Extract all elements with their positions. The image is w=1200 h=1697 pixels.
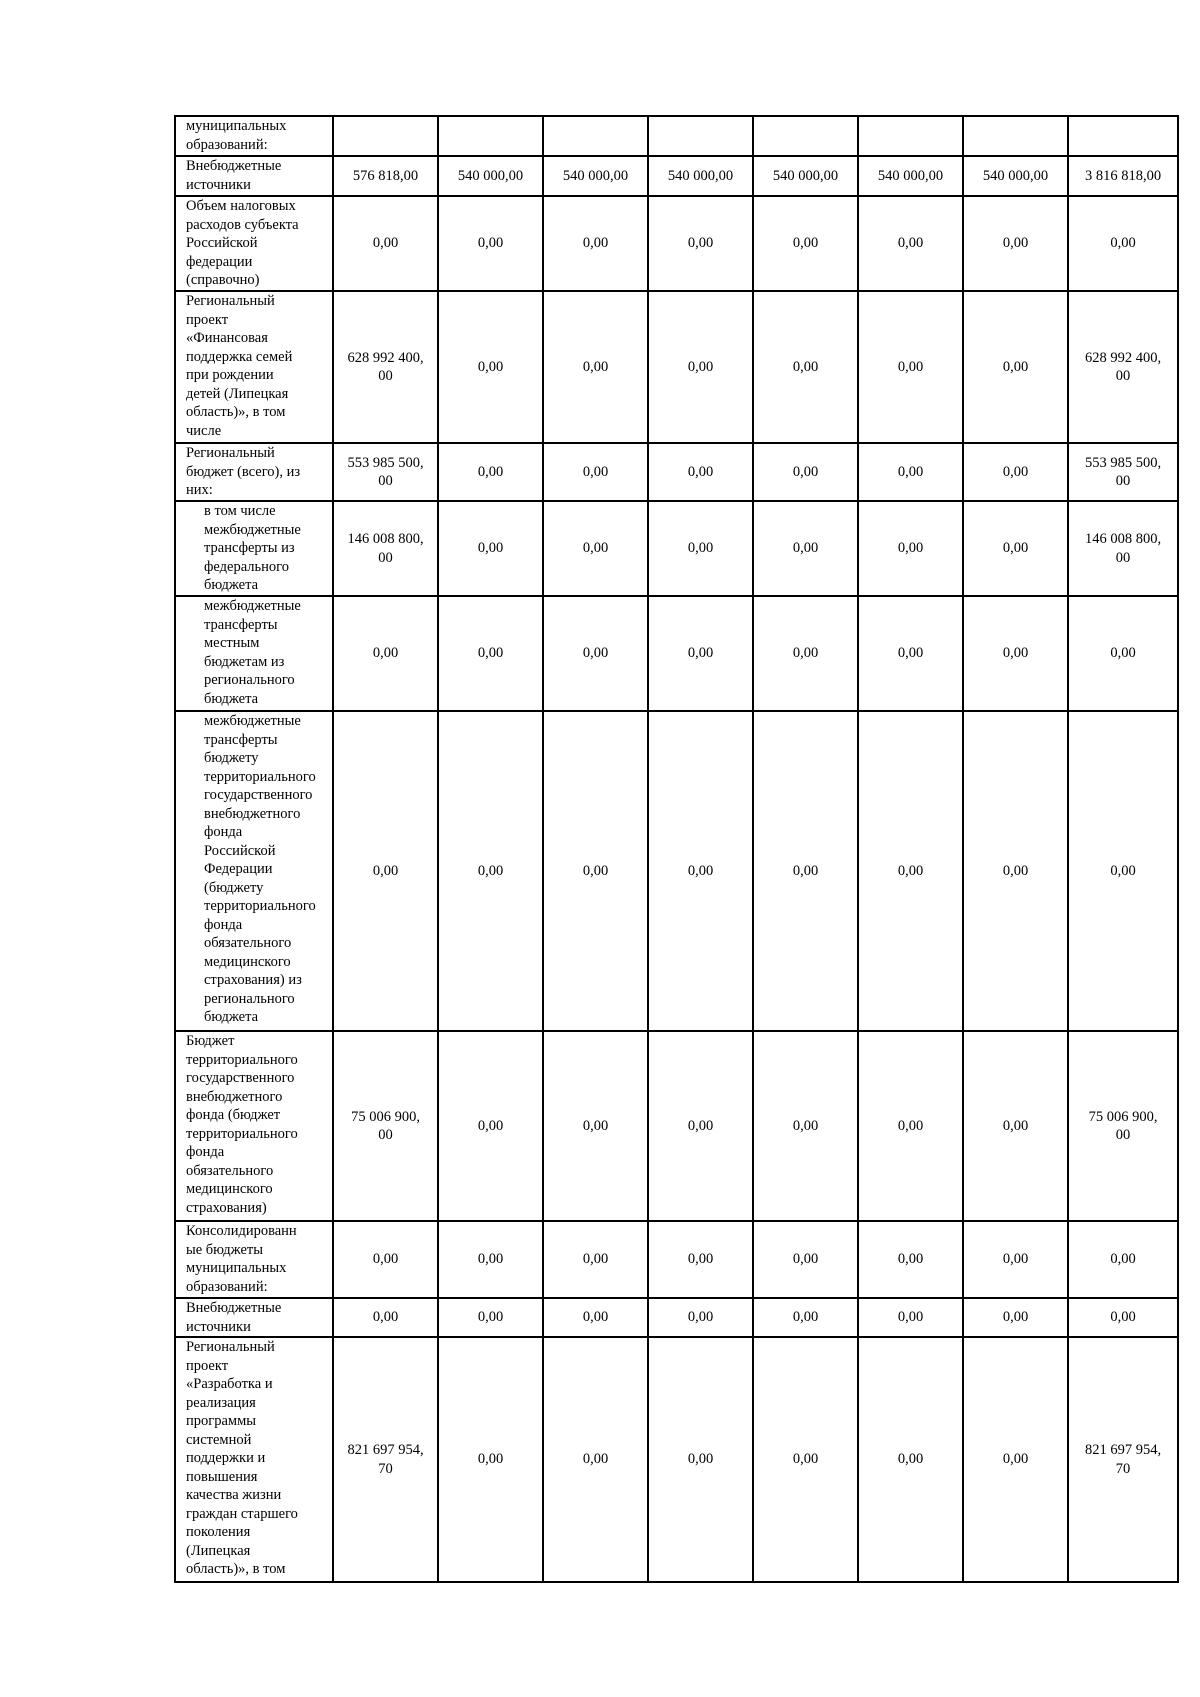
row-label-line: повышения bbox=[186, 1468, 258, 1485]
value-text: 0,00 bbox=[1002, 1251, 1029, 1268]
value-cell bbox=[333, 1337, 438, 1582]
value-cell bbox=[438, 443, 543, 501]
row-label-cell bbox=[175, 156, 333, 196]
value-text: 0,00 bbox=[1110, 645, 1136, 662]
value-text: 0,00 bbox=[897, 1117, 924, 1134]
row-label-line: детей (Липецкая bbox=[186, 385, 289, 402]
value-cell bbox=[648, 501, 753, 596]
row-label-line: образований: bbox=[186, 1278, 268, 1295]
row-label-line: страхования) bbox=[186, 1199, 267, 1216]
value-cell bbox=[1068, 291, 1178, 443]
value-cell bbox=[438, 291, 543, 443]
row-label-line: источники bbox=[186, 176, 251, 193]
row-label-line: внебюджетного bbox=[186, 1088, 283, 1105]
value-text: 0,00 bbox=[372, 645, 399, 662]
row-label-line: при рождении bbox=[186, 367, 274, 383]
value-text: 540 000,00 bbox=[562, 167, 629, 184]
value-text: 0,00 bbox=[687, 463, 714, 480]
value-text: 0,00 bbox=[687, 1451, 714, 1468]
table-row bbox=[175, 501, 1178, 596]
row-label-line: обязательного bbox=[186, 1162, 274, 1179]
value-cell bbox=[753, 1031, 858, 1221]
value-cell bbox=[648, 711, 753, 1031]
value-cell bbox=[648, 156, 753, 196]
value-cell bbox=[1068, 1221, 1178, 1298]
value-text: 0,00 bbox=[792, 1117, 819, 1134]
value-text: 0,00 bbox=[792, 1451, 819, 1468]
row-label-line: Российской bbox=[186, 235, 258, 251]
row-label-cell bbox=[175, 1298, 333, 1337]
row-label-line: муниципальных bbox=[186, 118, 287, 134]
value-cell bbox=[333, 1298, 438, 1337]
value-cell bbox=[1068, 196, 1178, 291]
value-cell bbox=[333, 711, 438, 1031]
value-text: 0,00 bbox=[792, 235, 819, 252]
row-label-line: бюджетам из bbox=[204, 653, 285, 670]
value-text: 0,00 bbox=[792, 645, 819, 662]
value-cell bbox=[1068, 156, 1178, 196]
row-label-line: фонда bbox=[204, 916, 243, 933]
value-cell bbox=[858, 1031, 963, 1221]
value-cell bbox=[858, 711, 963, 1031]
value-cell bbox=[753, 1298, 858, 1337]
value-cell bbox=[963, 196, 1068, 291]
value-cell bbox=[753, 443, 858, 501]
row-label-line: межбюджетные bbox=[204, 713, 301, 729]
value-cell bbox=[648, 1298, 753, 1337]
row-label-line: страхования) из bbox=[204, 972, 302, 988]
value-cell bbox=[438, 711, 543, 1031]
value-text: 0,00 bbox=[1002, 235, 1029, 252]
row-label-line: Российской bbox=[204, 842, 276, 859]
value-cell bbox=[438, 116, 543, 156]
row-label-line: «Финансовая bbox=[186, 330, 268, 346]
value-cell bbox=[963, 501, 1068, 596]
row-label-line: системной bbox=[186, 1431, 252, 1448]
row-label-line: медицинского bbox=[204, 953, 291, 970]
value-cell bbox=[648, 1337, 753, 1582]
value-cell bbox=[963, 1337, 1068, 1582]
value-cell bbox=[1068, 443, 1178, 501]
value-cell bbox=[753, 711, 858, 1031]
value-cell bbox=[858, 1298, 963, 1337]
row-label-line: регионального bbox=[204, 990, 295, 1007]
table-row bbox=[175, 156, 1178, 196]
value-cell bbox=[753, 501, 858, 596]
value-text: 0,00 bbox=[1110, 862, 1136, 879]
value-text: 0,00 bbox=[582, 1251, 609, 1268]
row-label-line: трансферты из bbox=[204, 540, 295, 556]
value-text: 821 697 954, 70 bbox=[1084, 1442, 1162, 1477]
value-cell bbox=[858, 443, 963, 501]
row-label-line: граждан старшего bbox=[186, 1505, 298, 1522]
value-cell bbox=[543, 116, 648, 156]
value-text: 0,00 bbox=[1002, 645, 1029, 662]
value-text: 0,00 bbox=[582, 1117, 609, 1134]
value-cell bbox=[438, 196, 543, 291]
row-label-line: внебюджетного bbox=[204, 805, 301, 822]
value-cell bbox=[858, 116, 963, 156]
row-label-line: Внебюджетные bbox=[186, 1300, 282, 1316]
value-cell bbox=[543, 711, 648, 1031]
value-text: 0,00 bbox=[582, 1309, 609, 1326]
value-cell bbox=[333, 1031, 438, 1221]
value-text: 0,00 bbox=[687, 235, 714, 252]
value-text: 540 000,00 bbox=[457, 167, 524, 184]
value-cell bbox=[438, 1031, 543, 1221]
value-cell bbox=[543, 291, 648, 443]
value-cell bbox=[438, 1298, 543, 1337]
row-label-line: поддержки и bbox=[186, 1450, 266, 1466]
row-label-line: них: bbox=[186, 482, 213, 498]
value-text: 0,00 bbox=[582, 358, 609, 375]
table-body bbox=[175, 116, 1178, 1582]
value-text: 553 985 500, 00 bbox=[347, 454, 424, 489]
value-cell bbox=[648, 116, 753, 156]
value-text: 0,00 bbox=[1002, 1451, 1029, 1468]
value-cell bbox=[333, 156, 438, 196]
row-label-line: числе bbox=[186, 422, 222, 439]
value-cell bbox=[753, 156, 858, 196]
value-cell bbox=[543, 156, 648, 196]
value-text: 0,00 bbox=[477, 540, 504, 557]
value-text: 0,00 bbox=[792, 540, 819, 557]
budget-table bbox=[174, 115, 1179, 1583]
value-text: 0,00 bbox=[687, 1117, 714, 1134]
value-text: 0,00 bbox=[897, 540, 924, 557]
value-cell bbox=[543, 1031, 648, 1221]
value-cell bbox=[963, 1221, 1068, 1298]
value-text: 0,00 bbox=[1110, 1309, 1136, 1326]
value-cell bbox=[858, 156, 963, 196]
value-text: 553 985 500, 00 bbox=[1084, 454, 1162, 489]
value-text: 0,00 bbox=[687, 358, 714, 375]
value-text: 540 000,00 bbox=[982, 167, 1049, 184]
value-text: 0,00 bbox=[582, 862, 609, 879]
value-cell bbox=[543, 596, 648, 711]
value-text: 0,00 bbox=[1110, 1251, 1136, 1268]
table-row bbox=[175, 711, 1178, 1031]
value-cell bbox=[858, 196, 963, 291]
value-cell bbox=[438, 1221, 543, 1298]
table-row bbox=[175, 1031, 1178, 1221]
value-text: 0,00 bbox=[477, 235, 504, 252]
row-label-line: область)», в том bbox=[186, 404, 286, 420]
table-row bbox=[175, 443, 1178, 501]
value-text: 0,00 bbox=[1110, 235, 1136, 252]
value-cell bbox=[1068, 116, 1178, 156]
row-label-line: (бюджету bbox=[204, 879, 264, 896]
row-label-line: «Разработка и bbox=[186, 1376, 273, 1392]
value-cell bbox=[1068, 1337, 1178, 1582]
value-text: 0,00 bbox=[477, 1309, 504, 1326]
value-text: 0,00 bbox=[1002, 1309, 1029, 1326]
row-label-line: муниципальных bbox=[186, 1260, 287, 1276]
value-text: 821 697 954, 70 bbox=[347, 1442, 424, 1477]
row-label-line: Внебюджетные bbox=[186, 158, 282, 174]
row-label-line: Региональный bbox=[186, 293, 275, 309]
row-label-cell bbox=[175, 1031, 333, 1221]
row-label-line: Региональный bbox=[186, 445, 275, 461]
value-cell bbox=[858, 501, 963, 596]
value-text: 146 008 800, 00 bbox=[1084, 531, 1162, 566]
value-cell bbox=[858, 1221, 963, 1298]
value-cell bbox=[963, 1031, 1068, 1221]
row-label-cell bbox=[175, 196, 333, 291]
value-text: 0,00 bbox=[372, 1251, 399, 1268]
value-text: 0,00 bbox=[477, 1117, 504, 1134]
value-text: 0,00 bbox=[1002, 540, 1029, 557]
value-text: 0,00 bbox=[897, 358, 924, 375]
value-cell bbox=[963, 1298, 1068, 1337]
value-text: 0,00 bbox=[897, 1309, 924, 1326]
table-row bbox=[175, 116, 1178, 156]
value-text: 0,00 bbox=[372, 235, 399, 252]
row-label-line: фонда (бюджет bbox=[186, 1107, 281, 1123]
row-label-line: качества жизни bbox=[186, 1487, 282, 1503]
value-text: 75 006 900, 00 bbox=[1088, 1108, 1158, 1143]
row-label-cell bbox=[175, 116, 333, 156]
row-label-line: территориального bbox=[204, 768, 316, 785]
row-label-line: федерального bbox=[204, 558, 289, 575]
row-label-line: программы bbox=[186, 1413, 256, 1429]
value-cell bbox=[1068, 1031, 1178, 1221]
value-cell bbox=[753, 596, 858, 711]
value-text: 540 000,00 bbox=[667, 167, 734, 184]
row-label-line: бюджету bbox=[204, 750, 259, 766]
value-cell bbox=[753, 1221, 858, 1298]
value-cell bbox=[858, 1337, 963, 1582]
row-label-cell bbox=[175, 711, 333, 1031]
row-label-line: проект bbox=[186, 311, 229, 328]
row-label-line: ые бюджеты bbox=[186, 1241, 263, 1258]
value-cell bbox=[963, 711, 1068, 1031]
value-cell bbox=[648, 291, 753, 443]
value-text: 146 008 800, 00 bbox=[347, 531, 424, 566]
value-cell bbox=[648, 196, 753, 291]
row-label-line: трансферты bbox=[204, 616, 278, 633]
value-text: 0,00 bbox=[582, 235, 609, 252]
value-text: 0,00 bbox=[372, 1309, 399, 1326]
value-cell bbox=[1068, 596, 1178, 711]
value-cell bbox=[543, 501, 648, 596]
value-cell bbox=[438, 501, 543, 596]
value-cell bbox=[753, 1337, 858, 1582]
value-text: 0,00 bbox=[582, 1451, 609, 1468]
value-text: 0,00 bbox=[1002, 358, 1029, 375]
row-label-line: бюджета bbox=[204, 577, 259, 593]
value-text: 0,00 bbox=[687, 645, 714, 662]
value-cell bbox=[648, 1031, 753, 1221]
row-label-line: межбюджетные bbox=[204, 521, 301, 538]
row-label-line: Региональный bbox=[186, 1339, 275, 1355]
row-label-line: федерации bbox=[186, 253, 253, 270]
value-cell bbox=[648, 596, 753, 711]
table-row bbox=[175, 596, 1178, 711]
value-cell bbox=[333, 501, 438, 596]
row-label-line: расходов субъекта bbox=[186, 216, 299, 233]
value-cell bbox=[858, 291, 963, 443]
row-label-line: образований: bbox=[186, 136, 268, 153]
value-text: 628 992 400, 00 bbox=[347, 349, 424, 384]
value-text: 0,00 bbox=[477, 862, 504, 879]
value-text: 0,00 bbox=[372, 862, 399, 879]
row-label-cell bbox=[175, 1337, 333, 1582]
value-text: 75 006 900, 00 bbox=[351, 1108, 420, 1143]
row-label-line: Федерации bbox=[204, 861, 273, 877]
value-text: 0,00 bbox=[897, 235, 924, 252]
value-cell bbox=[438, 1337, 543, 1582]
value-cell bbox=[543, 1221, 648, 1298]
value-text: 0,00 bbox=[897, 862, 924, 879]
row-label-line: территориального bbox=[204, 898, 316, 914]
row-label-line: (Липецкая bbox=[186, 1542, 251, 1559]
value-text: 0,00 bbox=[687, 1309, 714, 1326]
value-text: 0,00 bbox=[897, 463, 924, 480]
value-cell bbox=[333, 196, 438, 291]
row-label-line: бюджет (всего), из bbox=[186, 463, 301, 480]
value-cell bbox=[1068, 711, 1178, 1031]
row-label-line: Консолидированн bbox=[186, 1223, 297, 1239]
value-text: 0,00 bbox=[792, 1309, 819, 1326]
value-cell bbox=[543, 196, 648, 291]
value-cell bbox=[648, 443, 753, 501]
value-text: 0,00 bbox=[582, 540, 609, 557]
row-label-line: источники bbox=[186, 1318, 251, 1335]
row-label-line: межбюджетные bbox=[204, 598, 301, 614]
value-cell bbox=[1068, 501, 1178, 596]
row-label-line: поколения bbox=[186, 1524, 251, 1540]
value-cell bbox=[963, 291, 1068, 443]
value-cell bbox=[333, 596, 438, 711]
value-cell bbox=[963, 443, 1068, 501]
value-cell bbox=[648, 1221, 753, 1298]
value-cell bbox=[753, 116, 858, 156]
value-text: 0,00 bbox=[477, 1251, 504, 1268]
value-text: 0,00 bbox=[1002, 463, 1029, 480]
value-text: 540 000,00 bbox=[772, 167, 839, 184]
value-text: 0,00 bbox=[792, 1251, 819, 1268]
value-text: 0,00 bbox=[687, 540, 714, 557]
value-text: 576 818,00 bbox=[352, 167, 419, 184]
value-cell bbox=[753, 291, 858, 443]
value-text: 0,00 bbox=[477, 1451, 504, 1468]
row-label-line: Бюджет bbox=[186, 1033, 235, 1049]
value-text: 0,00 bbox=[582, 645, 609, 662]
row-label-cell bbox=[175, 1221, 333, 1298]
value-text: 0,00 bbox=[1002, 862, 1029, 879]
row-label-line: государственного bbox=[186, 1070, 295, 1086]
row-label-line: реализация bbox=[186, 1394, 256, 1411]
value-cell bbox=[333, 291, 438, 443]
value-text: 0,00 bbox=[897, 1451, 924, 1468]
value-cell bbox=[963, 596, 1068, 711]
value-cell bbox=[963, 156, 1068, 196]
value-text: 0,00 bbox=[1002, 1117, 1029, 1134]
table-row bbox=[175, 1298, 1178, 1337]
table-row bbox=[175, 1221, 1178, 1298]
value-cell bbox=[438, 156, 543, 196]
row-label-line: Объем налоговых bbox=[186, 198, 296, 214]
value-cell bbox=[333, 443, 438, 501]
value-text: 0,00 bbox=[897, 645, 924, 662]
value-text: 0,00 bbox=[477, 645, 504, 662]
value-text: 540 000,00 bbox=[877, 167, 944, 184]
table-row bbox=[175, 1337, 1178, 1582]
row-label-line: бюджета bbox=[204, 1009, 259, 1025]
value-cell bbox=[543, 1298, 648, 1337]
value-text: 3 816 818,00 bbox=[1084, 167, 1162, 184]
table-row bbox=[175, 291, 1178, 443]
row-label-cell bbox=[175, 501, 333, 596]
value-cell bbox=[963, 116, 1068, 156]
value-cell bbox=[438, 596, 543, 711]
value-text: 0,00 bbox=[687, 862, 714, 879]
row-label-line: проект bbox=[186, 1357, 229, 1374]
table-row bbox=[175, 196, 1178, 291]
row-label-line: территориального bbox=[186, 1051, 298, 1068]
row-label-line: обязательного bbox=[204, 935, 292, 951]
value-cell bbox=[543, 1337, 648, 1582]
row-label-line: поддержка семей bbox=[186, 348, 293, 365]
value-text: 0,00 bbox=[792, 862, 819, 879]
value-cell bbox=[858, 596, 963, 711]
row-label-line: в том числе bbox=[204, 503, 276, 519]
row-label-cell bbox=[175, 443, 333, 501]
value-cell bbox=[543, 443, 648, 501]
value-text: 0,00 bbox=[477, 358, 504, 375]
row-label-cell bbox=[175, 291, 333, 443]
row-label-line: трансферты bbox=[204, 731, 278, 748]
row-label-line: бюджета bbox=[204, 690, 259, 707]
row-label-line: территориального bbox=[186, 1125, 298, 1142]
row-label-cell bbox=[175, 596, 333, 711]
row-label-line: регионального bbox=[204, 672, 295, 688]
value-text: 628 992 400, 00 bbox=[1084, 349, 1162, 384]
value-text: 0,00 bbox=[687, 1251, 714, 1268]
value-text: 0,00 bbox=[792, 463, 819, 480]
value-cell bbox=[1068, 1298, 1178, 1337]
value-text: 0,00 bbox=[582, 463, 609, 480]
value-cell bbox=[333, 116, 438, 156]
row-label-line: фонда bbox=[186, 1144, 225, 1160]
value-cell bbox=[753, 196, 858, 291]
row-label-line: (справочно) bbox=[186, 272, 260, 288]
row-label-line: медицинского bbox=[186, 1181, 273, 1197]
row-label-line: государственного bbox=[204, 787, 313, 803]
row-label-line: местным bbox=[204, 635, 260, 651]
value-text: 0,00 bbox=[897, 1251, 924, 1268]
value-cell bbox=[333, 1221, 438, 1298]
value-text: 0,00 bbox=[477, 463, 504, 480]
row-label-line: фонда bbox=[204, 824, 243, 840]
value-text: 0,00 bbox=[792, 358, 819, 375]
row-label-line: область)», в том bbox=[186, 1561, 286, 1577]
